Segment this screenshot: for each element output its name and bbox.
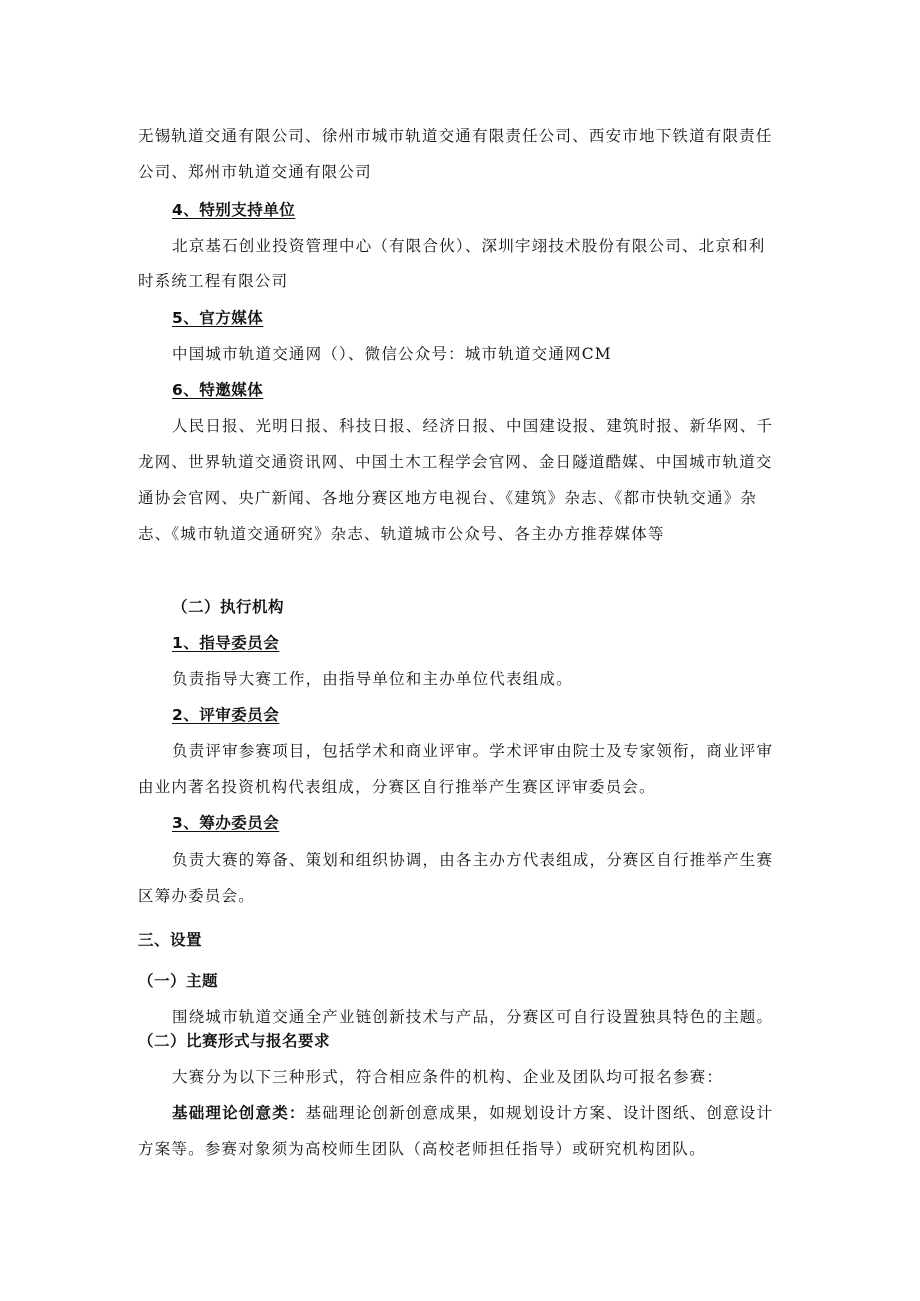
body-text: 志、《城市轨道交通研究》杂志、轨道城市公众号、各主办方推荐媒体等 bbox=[138, 525, 665, 543]
chapter-heading: 三、设置 bbox=[138, 931, 203, 949]
body-text: 北京基石创业投资管理中心（有限合伙）、深圳宇翊技术股份有限公司、北京和利 bbox=[172, 237, 766, 255]
body-text: 通协会官网、央广新闻、各地分赛区地方电视台、《建筑》杂志、《都市快轨交通》杂 bbox=[138, 489, 758, 507]
category-description: 基础理论创新创意成果，如规划设计方案、设计图纸、创意设计 bbox=[305, 1104, 774, 1122]
subsection-heading: （二）比赛形式与报名要求 bbox=[138, 1032, 331, 1050]
body-text: 时系统工程有限公司 bbox=[138, 272, 289, 290]
body-text: 中国城市轨道交通网（）、微信公众号：城市轨道交通网CM bbox=[172, 345, 612, 363]
body-text: 负责大赛的筹备、策划和组织协调，由各主办方代表组成，分赛区自行推举产生赛 bbox=[172, 851, 774, 869]
subsection-heading: （一）主题 bbox=[138, 972, 219, 990]
body-text: 人民日报、光明日报、科技日报、经济日报、中国建设报、建筑时报、新华网、千 bbox=[172, 417, 774, 435]
body-text: 负责评审参赛项目，包括学术和商业评审。学术评审由院士及专家领衔，商业评审 bbox=[172, 742, 774, 760]
body-text: 区筹办委员会。 bbox=[138, 887, 255, 905]
body-text: 负责指导大赛工作，由指导单位和主办单位代表组成。 bbox=[172, 670, 573, 688]
category-label: 基础理论创意类： bbox=[172, 1104, 306, 1122]
section-heading: 4、特别支持单位 bbox=[172, 201, 296, 219]
body-text: 公司、郑州市轨道交通有限公司 bbox=[138, 163, 372, 181]
body-text: 由业内著名投资机构代表组成，分赛区自行推举产生赛区评审委员会。 bbox=[138, 778, 656, 796]
section-heading: 2、评审委员会 bbox=[172, 706, 280, 724]
body-text bbox=[172, 1103, 773, 1123]
section-heading: 5、官方媒体 bbox=[172, 309, 264, 327]
section-heading: 3、筹办委员会 bbox=[172, 814, 280, 832]
body-text: 方案等。参赛对象须为高校师生团队（高校老师担任指导）或研究机构团队。 bbox=[138, 1140, 706, 1158]
section-heading: 1、指导委员会 bbox=[172, 634, 280, 652]
body-text: 围绕城市轨道交通全产业链创新技术与产品，分赛区可自行设置独具特色的主题。 bbox=[172, 1008, 774, 1026]
body-text: 大赛分为以下三种形式，符合相应条件的机构、企业及团队均可报名参赛： bbox=[172, 1068, 724, 1086]
body-text: 无锡轨道交通有限公司、徐州市城市轨道交通有限责任公司、西安市地下铁道有限责任 bbox=[138, 127, 773, 145]
subsection-heading: （二）执行机构 bbox=[172, 598, 285, 616]
section-heading: 6、特邀媒体 bbox=[172, 381, 264, 399]
body-text: 龙网、世界轨道交通资讯网、中国土木工程学会官网、金日隧道酷媒、中国城市轨道交 bbox=[138, 453, 773, 471]
